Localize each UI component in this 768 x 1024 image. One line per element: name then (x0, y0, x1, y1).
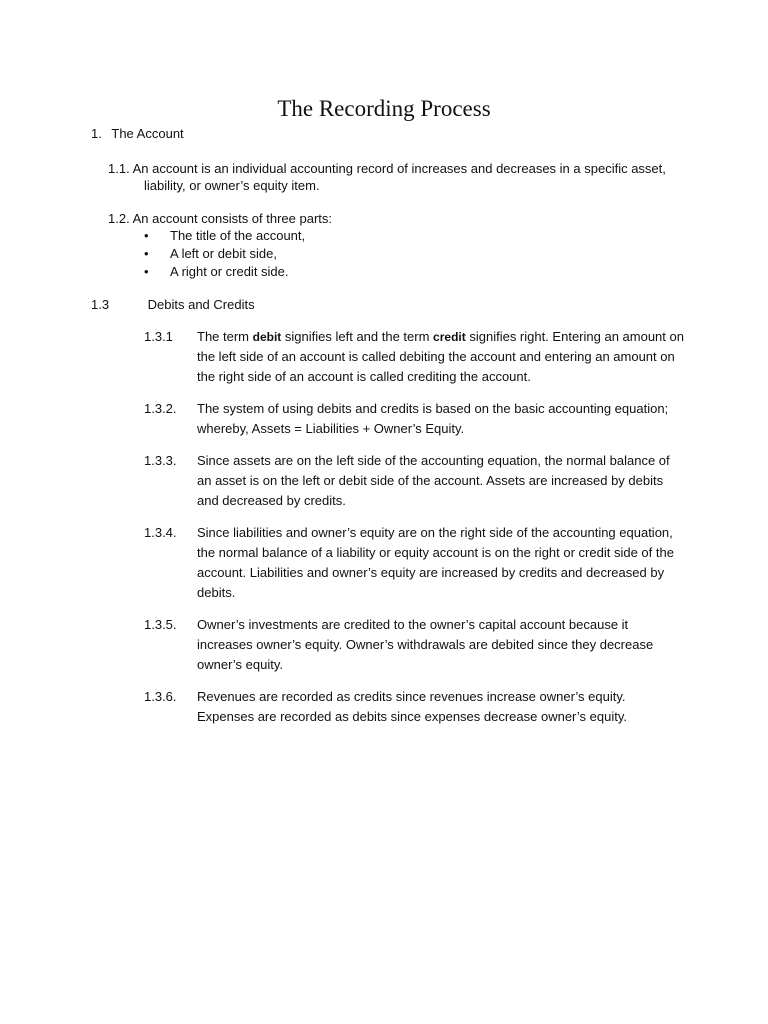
account-parts-list (144, 227, 305, 281)
section-number: 1. (91, 126, 102, 141)
item-number: 1.3.3. (144, 453, 177, 468)
item-1-3-5 (144, 615, 684, 675)
item-number: 1.3.2. (144, 401, 177, 416)
item-text: Since assets are on the left side of the accounting equation, the normal balance of an asset is on the left or debit side of the account. Assets are increased by debits and decreased by credits. (197, 453, 670, 508)
bullet-icon: • (144, 228, 149, 243)
section-title: Debits and Credits (147, 297, 255, 312)
item-1-3-3 (144, 451, 684, 511)
list-item-text: A right or credit side. (170, 264, 289, 279)
item-1-3-1 (144, 327, 684, 387)
paragraph-1-1-line-2: liability, or owner’s equity item. (144, 178, 320, 193)
item-1-3-2 (144, 399, 684, 439)
bullet-icon: • (144, 246, 149, 261)
paragraph-1-1-line-1: 1.1. An account is an individual accounting record of increases and decreases in a specific asset, (108, 161, 666, 176)
bullet-icon: • (144, 264, 149, 279)
section-heading-the-account (91, 125, 184, 142)
paragraph-1-2: 1.2. An account consists of three parts: (108, 211, 333, 226)
term-credit: credit (433, 330, 466, 344)
paragraph-1-1 (108, 160, 688, 194)
item-1-3-6 (144, 687, 684, 727)
section-heading-debits-and-credits (91, 296, 255, 313)
item-text: Owner’s investments are credited to the owner’s capital account because it increases owner’s equity. Owner’s withdrawals are debited since they decrease owner’s equity. (197, 617, 654, 672)
item-text: Since liabilities and owner’s equity are on the right side of the accounting equation, the normal balance of a liability or equity account is on the right or credit side of the account. Liabilities and owner’s equity are increased by credits and decreased by debits. (197, 525, 674, 600)
page-title: The Recording Process (277, 96, 491, 121)
item-1-3-4 (144, 523, 684, 603)
list-item (144, 245, 305, 263)
list-item-text: A left or debit side, (170, 246, 277, 261)
item-text: The system of using debits and credits is based on the basic accounting equation; whereby, Assets = Liabilities + Owner’s Equity. (197, 401, 669, 436)
item-number: 1.3.5. (144, 617, 177, 632)
list-item-text: The title of the account, (170, 228, 306, 243)
section-number: 1.3 (91, 297, 110, 312)
debits-credits-items (144, 327, 684, 739)
item-text-post: signifies right. Entering an amount on the left side of an account is called debiting the account and entering an amount on the right side of an account is called crediting the account. (197, 329, 684, 384)
item-text: Revenues are recorded as credits since revenues increase owner’s equity. Expenses are recorded as debits since expenses decrease owner’s equity. (197, 689, 627, 724)
section-title: The Account (111, 126, 184, 141)
item-text-mid: signifies left and the term (281, 329, 434, 344)
item-number: 1.3.1 (144, 329, 173, 344)
list-item (144, 227, 305, 245)
item-text-pre: The term (197, 329, 253, 344)
term-debit: debit (252, 330, 282, 344)
list-item (144, 263, 305, 281)
item-number: 1.3.6. (144, 689, 177, 704)
item-text (197, 327, 684, 387)
item-number: 1.3.4. (144, 525, 177, 540)
